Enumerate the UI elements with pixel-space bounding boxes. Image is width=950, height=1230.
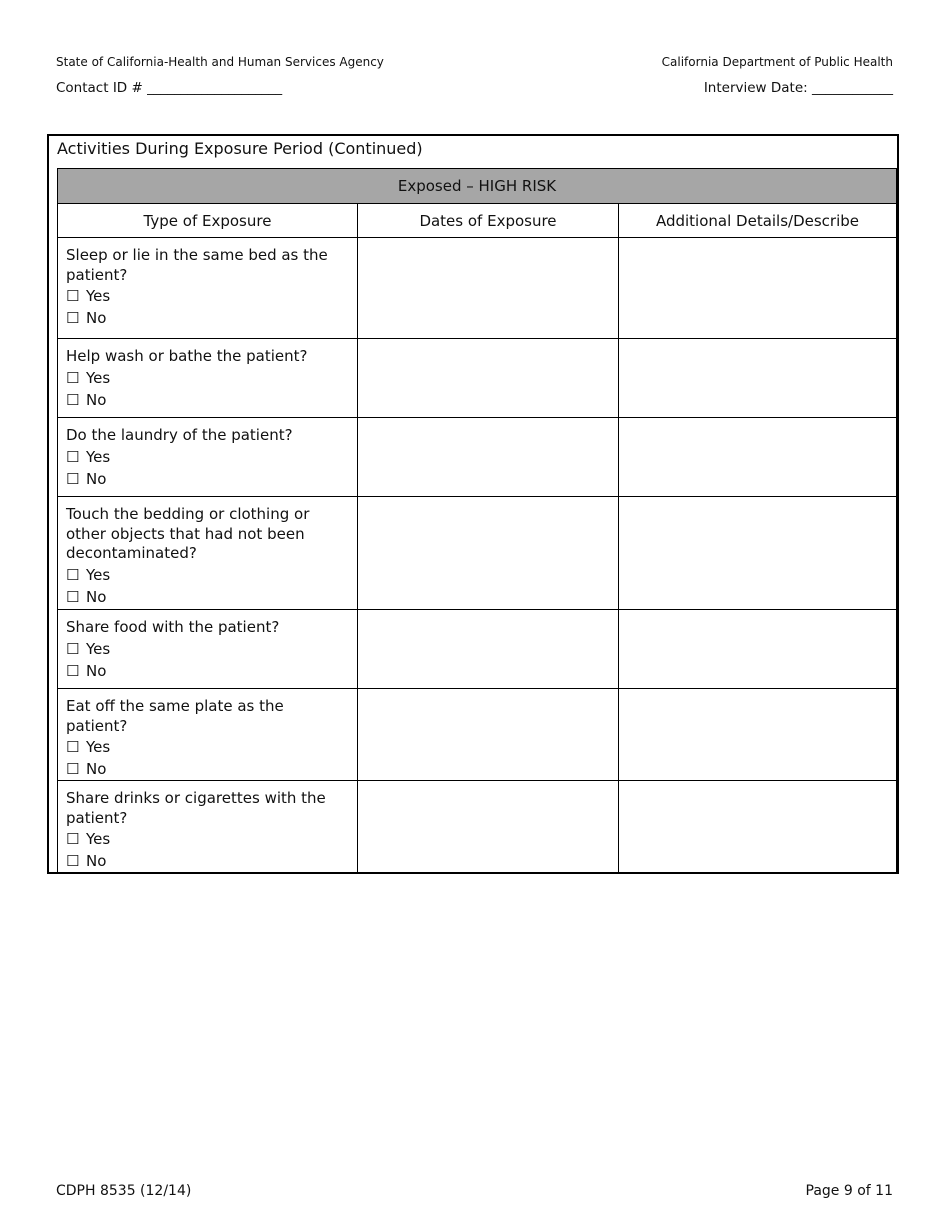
interview-date-field[interactable]: Interview Date: ____________ xyxy=(703,80,893,96)
table-row xyxy=(58,418,897,497)
exposure-question: Sleep or lie in the same bed as the patient? xyxy=(66,246,328,284)
option-yes[interactable] xyxy=(66,564,349,586)
option-no-label: No xyxy=(86,852,107,870)
checkbox-icon[interactable]: ☐ xyxy=(66,390,80,409)
option-yes-label: Yes xyxy=(86,565,111,584)
additional-details-cell[interactable] xyxy=(619,418,897,497)
option-yes[interactable] xyxy=(66,828,349,850)
exposure-type-cell xyxy=(58,418,358,497)
additional-details-cell[interactable] xyxy=(619,238,897,339)
exposure-type-cell xyxy=(58,689,358,781)
option-yes[interactable] xyxy=(66,736,349,758)
additional-details-cell[interactable] xyxy=(619,781,897,873)
option-no-label: No xyxy=(86,587,107,606)
checkbox-icon[interactable]: ☐ xyxy=(66,661,80,680)
option-no[interactable] xyxy=(66,586,349,608)
option-yes[interactable] xyxy=(66,638,349,660)
exposure-question: Help wash or bathe the patient? xyxy=(66,347,308,365)
high-risk-exposure-table xyxy=(57,168,897,873)
exposure-type-cell xyxy=(58,610,358,689)
checkbox-icon[interactable]: ☐ xyxy=(66,852,80,870)
form-id: CDPH 8535 (12/14) xyxy=(56,1183,192,1199)
exposure-question: Share food with the patient? xyxy=(66,618,280,636)
option-no-label: No xyxy=(86,390,107,409)
checkbox-icon[interactable]: ☐ xyxy=(66,587,80,606)
option-no-label: No xyxy=(86,760,107,778)
additional-details-cell[interactable] xyxy=(619,497,897,610)
exposure-question: Touch the bedding or clothing or other objects that had not been decontaminated? xyxy=(66,505,310,562)
exposure-type-cell xyxy=(58,781,358,873)
option-no[interactable] xyxy=(66,468,349,490)
exposure-type-cell xyxy=(58,497,358,610)
option-yes[interactable] xyxy=(66,285,349,307)
checkbox-icon[interactable]: ☐ xyxy=(66,738,80,756)
option-no[interactable] xyxy=(66,389,349,411)
page-number: Page 9 of 11 xyxy=(805,1183,893,1199)
option-no[interactable] xyxy=(66,850,349,872)
agency-name: State of California-Health and Human Services Agency xyxy=(56,55,384,69)
checkbox-icon[interactable]: ☐ xyxy=(66,287,80,305)
option-yes-label: Yes xyxy=(86,447,111,466)
option-yes-label: Yes xyxy=(86,287,111,305)
column-header-details: Additional Details/Describe xyxy=(619,204,897,238)
option-yes-label: Yes xyxy=(86,368,111,387)
dates-of-exposure-cell[interactable] xyxy=(358,610,619,689)
checkbox-icon[interactable]: ☐ xyxy=(66,760,80,778)
checkbox-icon[interactable]: ☐ xyxy=(66,309,80,327)
department-name: California Department of Public Health xyxy=(661,55,893,69)
option-yes-label: Yes xyxy=(86,738,111,756)
exposure-question: Eat off the same plate as the patient? xyxy=(66,697,284,735)
contact-id-field[interactable]: Contact ID # ____________________ xyxy=(56,80,283,96)
additional-details-cell[interactable] xyxy=(619,610,897,689)
exposure-question: Do the laundry of the patient? xyxy=(66,426,293,444)
checkbox-icon[interactable]: ☐ xyxy=(66,447,80,466)
additional-details-cell[interactable] xyxy=(619,689,897,781)
option-yes-label: Yes xyxy=(86,639,111,658)
dates-of-exposure-cell[interactable] xyxy=(358,339,619,418)
dates-of-exposure-cell[interactable] xyxy=(358,781,619,873)
option-no[interactable] xyxy=(66,660,349,682)
exposure-type-cell xyxy=(58,238,358,339)
dates-of-exposure-cell[interactable] xyxy=(358,418,619,497)
option-yes[interactable] xyxy=(66,446,349,468)
option-yes-label: Yes xyxy=(86,830,111,848)
checkbox-icon[interactable]: ☐ xyxy=(66,830,80,848)
table-row xyxy=(58,610,897,689)
dates-of-exposure-cell[interactable] xyxy=(358,497,619,610)
checkbox-icon[interactable]: ☐ xyxy=(66,368,80,387)
table-row xyxy=(58,339,897,418)
high-risk-banner: Exposed – HIGH RISK xyxy=(58,169,897,204)
option-no[interactable] xyxy=(66,758,349,780)
option-no-label: No xyxy=(86,469,107,488)
checkbox-icon[interactable]: ☐ xyxy=(66,469,80,488)
exposure-activities-section xyxy=(47,134,899,874)
dates-of-exposure-cell[interactable] xyxy=(358,238,619,339)
section-title: Activities During Exposure Period (Continued) xyxy=(57,139,423,158)
option-no[interactable] xyxy=(66,307,349,329)
table-row xyxy=(58,689,897,781)
dates-of-exposure-cell[interactable] xyxy=(358,689,619,781)
option-no-label: No xyxy=(86,661,107,680)
option-yes[interactable] xyxy=(66,367,349,389)
checkbox-icon[interactable]: ☐ xyxy=(66,565,80,584)
checkbox-icon[interactable]: ☐ xyxy=(66,639,80,658)
exposure-question: Share drinks or cigarettes with the patient? xyxy=(66,789,326,827)
table-row xyxy=(58,238,897,339)
option-no-label: No xyxy=(86,309,107,327)
table-row xyxy=(58,781,897,873)
exposure-type-cell xyxy=(58,339,358,418)
additional-details-cell[interactable] xyxy=(619,339,897,418)
column-header-type: Type of Exposure xyxy=(58,204,358,238)
table-row xyxy=(58,497,897,610)
column-header-dates: Dates of Exposure xyxy=(358,204,619,238)
